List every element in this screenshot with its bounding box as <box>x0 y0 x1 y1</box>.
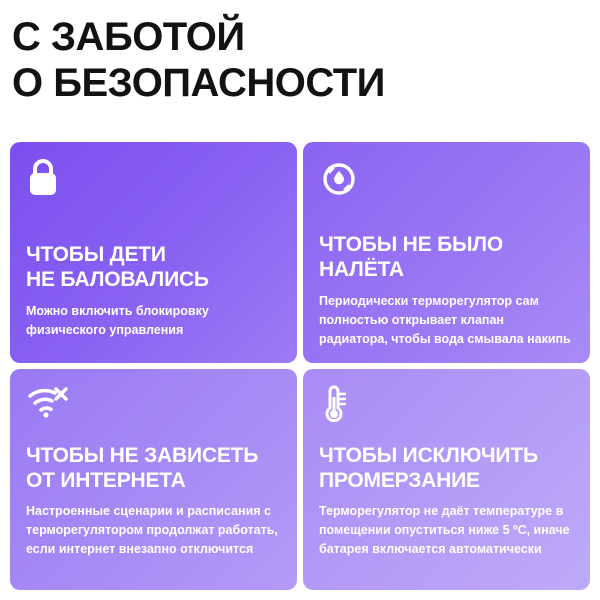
feature-card-anti-scale <box>303 142 590 363</box>
water-drop-refresh-icon <box>319 158 574 218</box>
card-title-line-1: ЧТОБЫ НЕ ЗАВИСЕТЬ <box>26 444 259 467</box>
card-title <box>26 242 268 292</box>
card-title <box>26 443 268 493</box>
card-title-line-1: ЧТОБЫ ДЕТИ <box>26 243 166 266</box>
card-title-line-1: ЧТОБЫ ИСКЛЮЧИТЬ <box>319 444 538 467</box>
card-body: Терморегулятор не даёт температуре в помещении опуститься ниже 5 ºC, иначе батарея включается автоматически <box>319 504 570 556</box>
feature-card-child-lock <box>10 142 297 363</box>
feature-card-grid <box>10 142 590 590</box>
card-body: Настроенные сценарии и расписания с терморегулятором продолжат работать, если интернет внезапно отключится <box>26 504 278 556</box>
card-body: Можно включить блокировку физического управления <box>26 304 209 337</box>
card-title-line-2: НЕ БАЛОВАЛИСЬ <box>26 268 209 291</box>
headline-line-2: О БЕЗОПАСНОСТИ <box>12 61 385 105</box>
wifi-off-icon <box>26 385 281 443</box>
card-title-line-2: ПРОМЕРЗАНИЕ <box>319 469 480 492</box>
feature-card-anti-freeze <box>303 369 590 590</box>
card-title-line-2: ОТ ИНТЕРНЕТА <box>26 469 186 492</box>
feature-card-offline <box>10 369 297 590</box>
thermometer-icon <box>319 385 574 443</box>
card-title <box>319 443 561 493</box>
card-title-line-2: НАЛЁТА <box>319 258 404 281</box>
page-title <box>0 0 600 106</box>
card-title-line-1: ЧТОБЫ НЕ БЫЛО <box>319 233 504 256</box>
headline-line-1: С ЗАБОТОЙ <box>12 15 245 59</box>
lock-icon <box>26 158 281 228</box>
card-title <box>319 232 561 282</box>
card-body: Периодически терморегулятор сам полностью открывает клапан радиатора, чтобы вода смывала накипь <box>319 294 571 346</box>
